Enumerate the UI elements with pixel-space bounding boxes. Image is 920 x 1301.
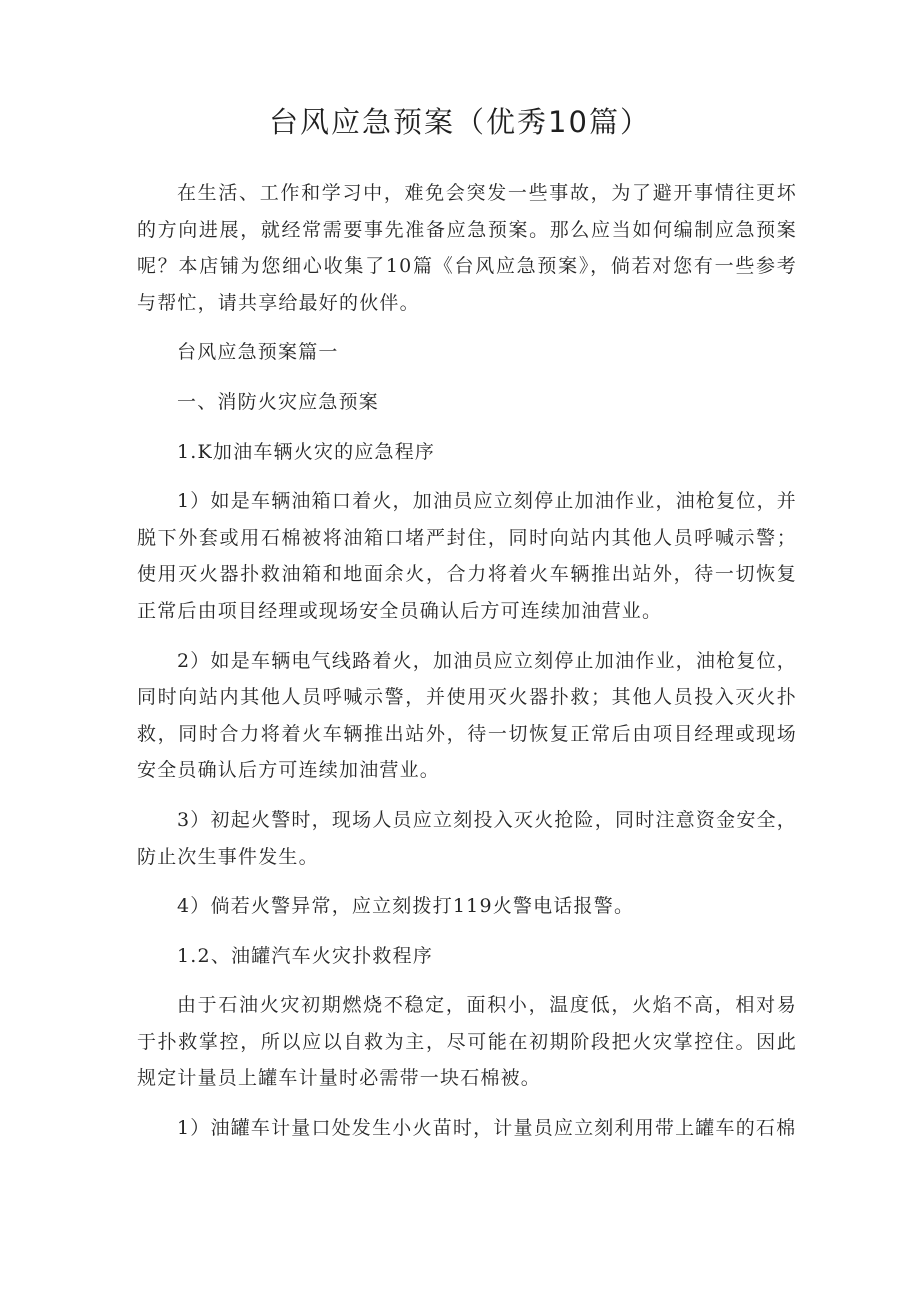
subsubsection-heading: 1.2、油罐汽车火灾扑救程序: [177, 944, 434, 967]
subsection-heading: 一、消防火灾应急预案: [177, 390, 380, 413]
document-title: 台风应急预案（优秀10篇）: [269, 105, 651, 139]
subsubsection-heading: 1.K加油车辆火灾的应急程序: [177, 440, 436, 463]
document-body: [137, 175, 797, 1147]
body-paragraph: 2）如是车辆电气线路着火，加油员应立刻停止加油作业，油枪复位，同时向站内其他人员呼喊示警，并使用灭火器扑救；其他人员投入灭火扑救，同时合力将着火车辆推出站外，待一切恢复正常后由项目经理或现场安全员确认后方可连续加油营业。: [137, 649, 797, 782]
body-paragraph: 1）油罐车计量口处发生小火苗时，计量员应立刻利用带上罐车的石棉: [177, 1117, 797, 1140]
body-paragraph: 4）倘若火警异常，应立刻拨打119火警电话报警。: [177, 895, 635, 918]
body-paragraph: 由于石油火灾初期燃烧不稳定，面积小，温度低，火焰不高，相对易于扑救掌控，所以应以自救为主，尽可能在初期阶段把火灾掌控住。因此规定计量员上罐车计量时必需带一块石棉被。: [137, 994, 797, 1090]
intro-paragraph: 在生活、工作和学习中，难免会突发一些事故，为了避开事情往更坏的方向进展，就经常需要事先准备应急预案。那么应当如何编制应急预案呢？本店铺为您细心收集了10篇《台风应急预案》，倘若对您有一些参考与帮忙，请共享给最好的伙伴。: [137, 182, 797, 314]
body-paragraph: 1）如是车辆油箱口着火，加油员应立刻停止加油作业，油枪复位，并脱下外套或用石棉被将油箱口堵严封住，同时向站内其他人员呼喊示警；使用灭火器扑救油箱和地面余火，合力将着火车辆推出站外，待一切恢复正常后由项目经理或现场安全员确认后方可连续加油营业。: [137, 490, 797, 622]
body-paragraph: 3）初起火警时，现场人员应立刻投入灭火抢险，同时注意资金安全，防止次生事件发生。: [137, 808, 797, 868]
section-heading: 台风应急预案篇一: [177, 341, 339, 364]
